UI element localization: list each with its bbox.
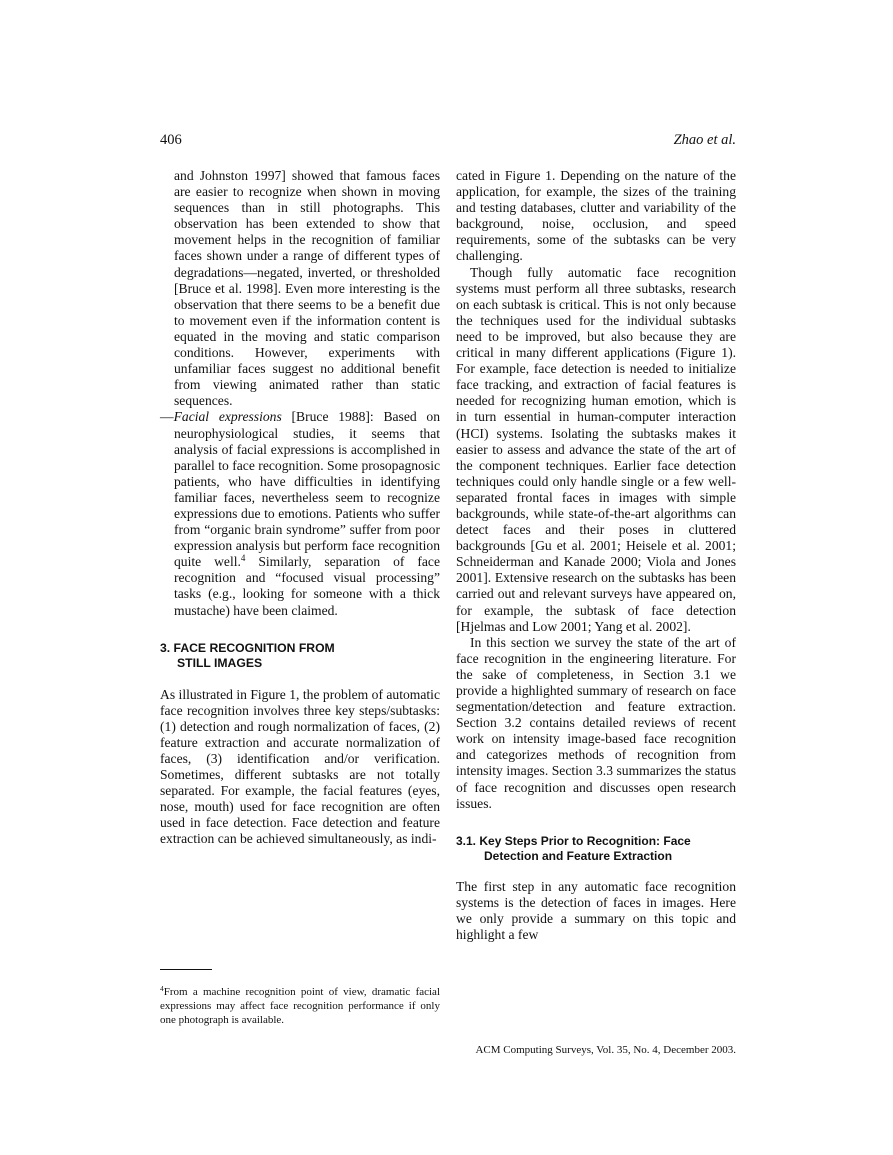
left-column xyxy=(160,168,440,848)
footnote xyxy=(160,986,440,1027)
section-heading xyxy=(160,641,440,672)
section-heading-line1: 3. FACE RECOGNITION FROM xyxy=(160,640,335,655)
footnote-rule xyxy=(160,969,212,970)
list-dash: — xyxy=(160,409,174,425)
paragraph-section-3: As illustrated in Figure 1, the problem of automatic face recognition involves three key steps/subtasks: (1) detection and rough normalization of faces, (2) feature extraction and accurate normalization of faces, (3) identification and/or verification. Sometimes, different subtasks are not totally separated. For example, the facial features (eyes, nose, mouth) used for face recognition are often used in face detection. Face detection and feature extraction can be achieved simultaneously, as indi- xyxy=(160,686,440,847)
right-column xyxy=(456,168,736,943)
footnote-mark: 4 xyxy=(160,984,164,993)
paragraph-face-detection: The first step in any automatic face recognition systems is the detection of faces in images. Here we only provide a summary on this topic and highlight a few xyxy=(456,878,736,943)
footnote-reference: 4 xyxy=(240,553,246,564)
journal-footer: ACM Computing Surveys, Vol. 35, No. 4, December 2003. xyxy=(475,1044,736,1056)
footnote-text: From a machine recognition point of view, dramatic facial expressions may affect face recognition performance if only one photograph is available. xyxy=(160,986,440,1026)
list-item-text-continued: Similarly, separation of face recognition and “focused visual processing” tasks (e.g., looking for someone with a thick mustache) have been claimed. xyxy=(174,554,440,618)
list-item-term: Facial expressions xyxy=(173,409,282,425)
paragraph-survey-overview: In this section we survey the state of the art of face recognition in the engineering literature. For the sake of completeness, in Section 3.1 we provide a highlighted summary of research on face segmentation/detection and feature extraction. Section 3.2 contains detailed reviews of recent work on intensity image-based face recognition and categorizes methods of recognition from intensity images. Section 3.3 summarizes the status of face recognition and discusses open research issues. xyxy=(456,634,736,811)
running-header xyxy=(160,132,736,152)
subsection-heading-line1: 3.1. Key Steps Prior to Recognition: Face xyxy=(456,833,691,848)
section-heading-line2: STILL IMAGES xyxy=(177,656,263,671)
paragraph-continued-right: cated in Figure 1. Depending on the nature of the application, for example, the sizes of the training and testing databases, clutter and variability of the background, noise, occlusion, and speed requirements, some of the subtasks can be very challenging. xyxy=(456,168,736,264)
running-author: Zhao et al. xyxy=(673,132,736,148)
paragraph-subtasks: Though fully automatic face recognition systems must perform all three subtasks, research on each subtask is critical. This is not only because the techniques used for the individual subtasks need to be improved, but also because they are critical in many different applications (Figure 1). For example, face detection is needed to initialize face tracking, and extraction of facial features is needed for recognizing human emotion, which is in turn essential in human-computer interaction (HCI) systems. Isolating the subtasks makes it easier to assess and advance the state of the art of the component techniques. Earlier face detection techniques could only handle single or a few well-separated frontal faces in images with simple backgrounds, while state-of-the-art algorithms can detect faces and their poses in cluttered backgrounds [Gu et al. 2001; Heisele et al. 2001; Schneiderman and Kanade 2000; Viola and Jones 2001]. Extensive research on the subtasks has been carried out and relevant surveys have appeared on, for example, the subtask of face detection [Hjelmas and Low 2001; Yang et al. 2002]. xyxy=(456,264,736,634)
subsection-heading xyxy=(456,834,736,865)
list-item-text: [Bruce 1988]: Based on neurophysiological studies, it seems that analysis of facial expressions is accomplished in parallel to face recognition. Some prosopagnosic patients, who have difficulties in identifying familiar faces, nevertheless seem to recognize expressions due to emotions. Patients who suffer from “organic brain syndrome” suffer from poor expression analysis but perform face recognition quite well. xyxy=(174,409,440,570)
subsection-heading-line2: Detection and Feature Extraction xyxy=(484,849,673,864)
page-number: 406 xyxy=(160,132,182,148)
paragraph-continued: and Johnston 1997] showed that famous faces are easier to recognize when shown in moving sequences than in still photographs. This observation has been extended to show that movement helps in the recognition of familiar faces shown under a range of different types of degradations—negated, inverted, or thresholded [Bruce et al. 1998]. Even more interesting is the observation that there seems to be a benefit due to movement even if the information content is equated in the moving and static comparison conditions. However, experiments with unfamiliar faces suggest no additional benefit from viewing animated rather than static sequences. xyxy=(174,168,440,409)
list-item-facial-expressions xyxy=(160,409,440,618)
